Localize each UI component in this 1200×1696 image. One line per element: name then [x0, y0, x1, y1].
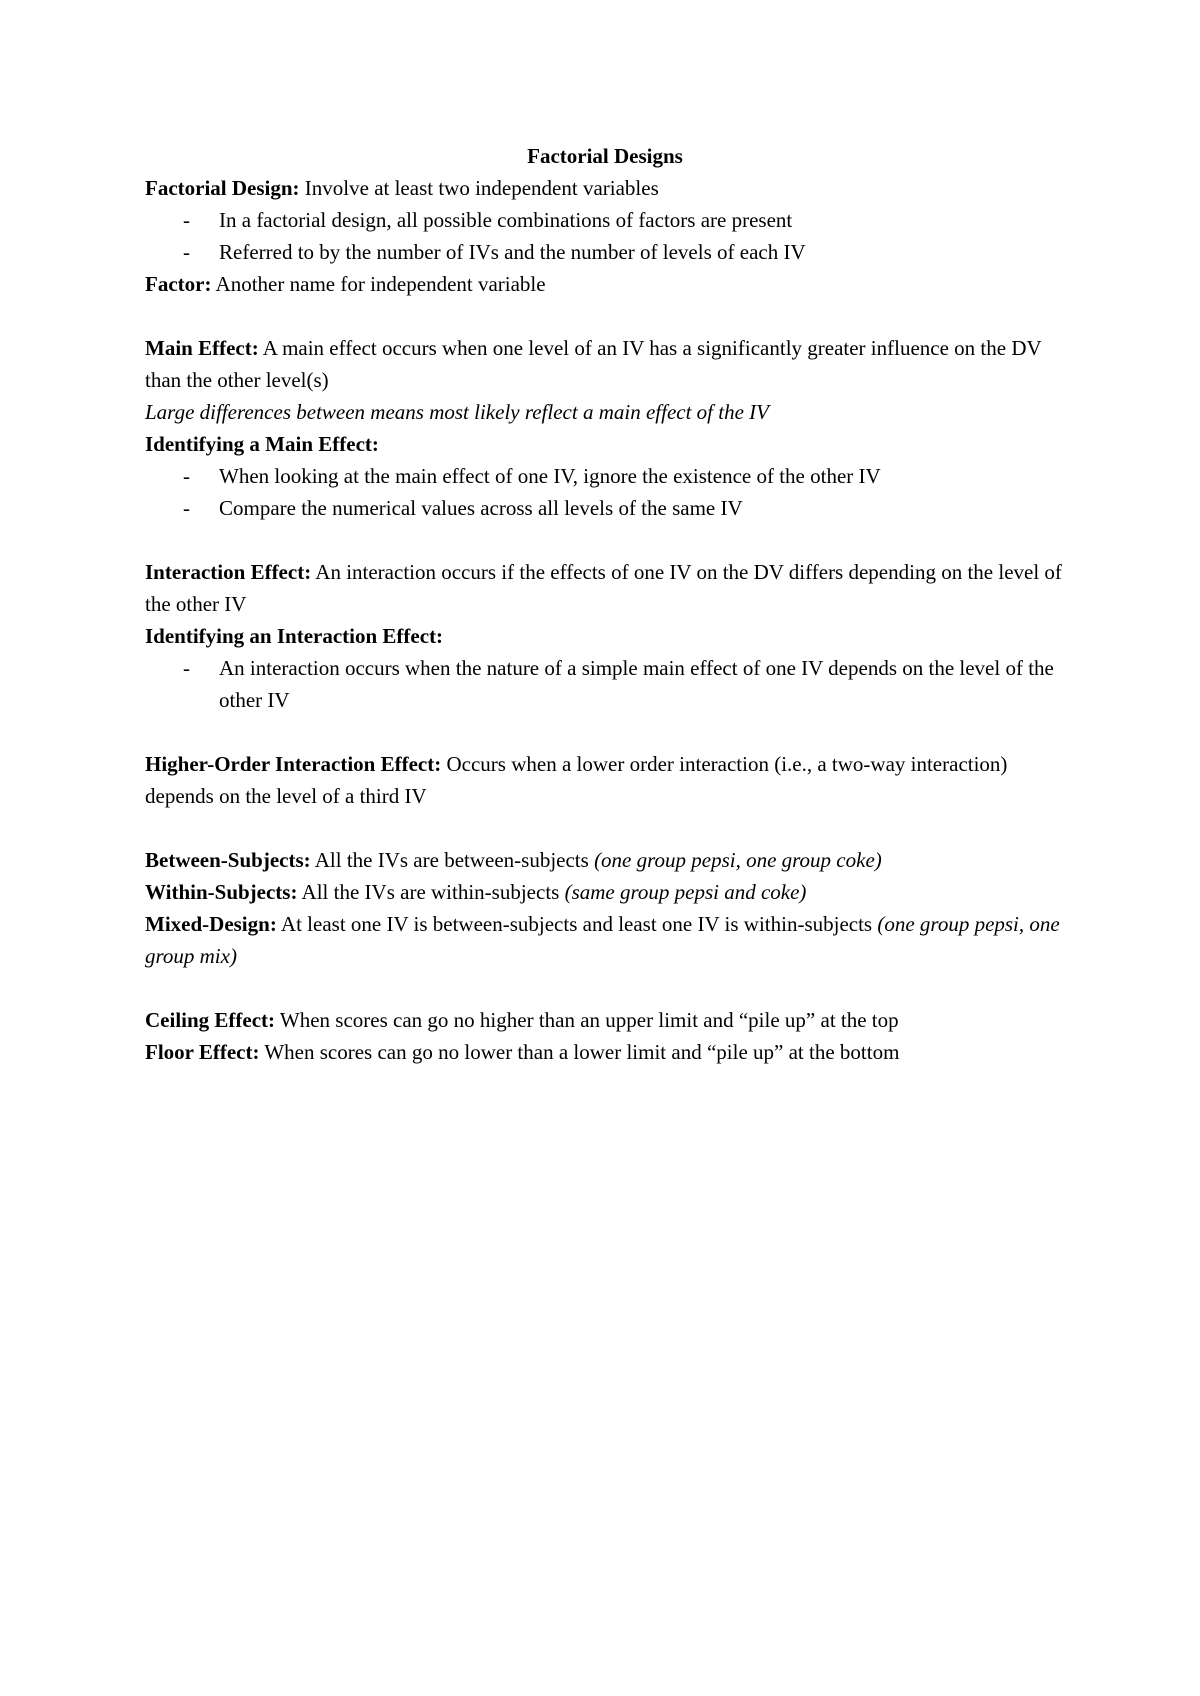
interaction-effect-definition [145, 556, 1065, 620]
spacer [145, 716, 1065, 748]
list-item [145, 492, 1065, 524]
mixed-design-example: (one group pepsi, one group mix) [145, 912, 1060, 968]
dash-bullet: - [183, 464, 190, 488]
main-effect-note: Large differences between means most likely reflect a main effect of the IV [145, 400, 769, 424]
list-item [145, 460, 1065, 492]
term-between-subjects: Between-Subjects: [145, 848, 311, 872]
term-within-subjects: Within-Subjects: [145, 880, 298, 904]
ceiling-effect-definition [145, 1004, 1065, 1036]
factorial-design-bullets [145, 204, 1065, 268]
identifying-main-effect-heading: Identifying a Main Effect: [145, 432, 379, 456]
spacer [145, 972, 1065, 1004]
dash-bullet: - [183, 656, 190, 680]
main-effect-definition [145, 332, 1065, 396]
term-factor: Factor: [145, 272, 212, 296]
list-item [145, 652, 1065, 716]
interaction-effect-bullets [145, 652, 1065, 716]
term-mixed-design: Mixed-Design: [145, 912, 277, 936]
term-interaction-effect: Interaction Effect: [145, 560, 312, 584]
list-item-text: Referred to by the number of IVs and the number of levels of each IV [219, 240, 806, 264]
mixed-design-text: At least one IV is between-subjects and least one IV is within-subjects [276, 912, 878, 936]
term-main-effect: Main Effect: [145, 336, 259, 360]
term-higher-order: Higher-Order Interaction Effect: [145, 752, 442, 776]
between-subjects-example: (one group pepsi, one group coke) [594, 848, 882, 872]
within-subjects-text: All the IVs are within-subjects [297, 880, 565, 904]
list-item-text: Compare the numerical values across all levels of the same IV [219, 496, 743, 520]
spacer [145, 812, 1065, 844]
list-item-text: When looking at the main effect of one IV, ignore the existence of the other IV [219, 464, 881, 488]
dash-bullet: - [183, 208, 190, 232]
main-effect-bullets [145, 460, 1065, 524]
between-subjects-text: All the IVs are between-subjects [310, 848, 595, 872]
term-floor-effect: Floor Effect: [145, 1040, 260, 1064]
factorial-design-definition [145, 172, 1065, 204]
mixed-design-definition [145, 908, 1065, 972]
term-ceiling-effect: Ceiling Effect: [145, 1008, 276, 1032]
list-item [145, 204, 1065, 236]
list-item-text: An interaction occurs when the nature of a simple main effect of one IV depends on the level of the other IV [219, 656, 1054, 712]
term-factorial-design: Factorial Design: [145, 176, 300, 200]
factorial-design-text: Involve at least two independent variables [299, 176, 659, 200]
ceiling-effect-text: When scores can go no higher than an upper limit and “pile up” at the top [275, 1008, 899, 1032]
floor-effect-text: When scores can go no lower than a lower limit and “pile up” at the bottom [259, 1040, 900, 1064]
dash-bullet: - [183, 496, 190, 520]
interaction-effect-text: An interaction occurs if the effects of one IV on the DV differs depending on the level of the other IV [145, 560, 1062, 616]
document-page [145, 140, 1065, 1068]
main-effect-text: A main effect occurs when one level of an IV has a significantly greater influence on the DV than the other level(s) [145, 336, 1042, 392]
within-subjects-example: (same group pepsi and coke) [564, 880, 807, 904]
higher-order-definition [145, 748, 1065, 812]
spacer [145, 300, 1065, 332]
list-item [145, 236, 1065, 268]
document-title: Factorial Designs [527, 144, 683, 168]
between-subjects-definition [145, 844, 1065, 876]
factor-text: Another name for independent variable [211, 272, 546, 296]
higher-order-text: Occurs when a lower order interaction (i.e., a two-way interaction) depends on the level of a third IV [145, 752, 1008, 808]
within-subjects-definition [145, 876, 1065, 908]
floor-effect-definition [145, 1036, 1065, 1068]
spacer [145, 524, 1065, 556]
factor-definition [145, 268, 1065, 300]
identifying-interaction-effect-heading: Identifying an Interaction Effect: [145, 624, 444, 648]
list-item-text: In a factorial design, all possible combinations of factors are present [219, 208, 793, 232]
dash-bullet: - [183, 240, 190, 264]
